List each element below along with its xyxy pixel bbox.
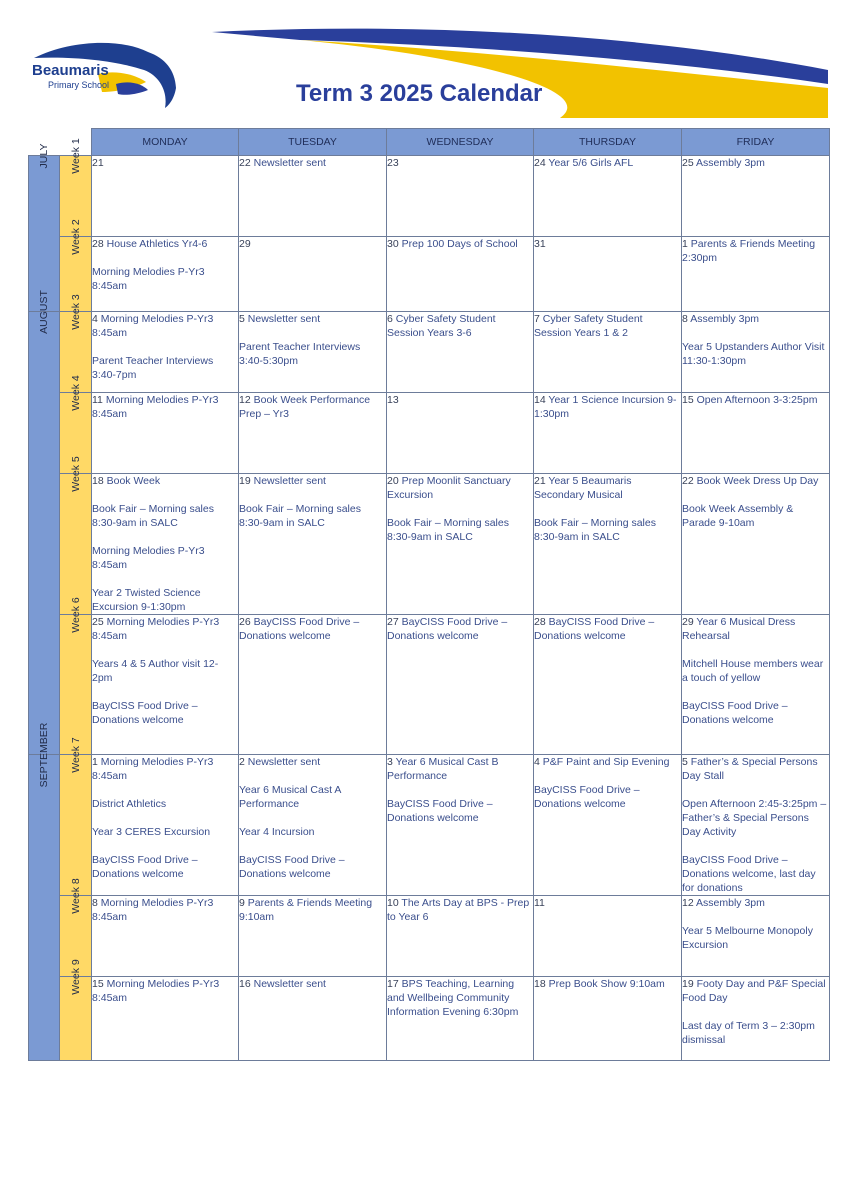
week-row bbox=[29, 474, 830, 615]
day-entry bbox=[387, 977, 533, 1019]
day-entry bbox=[387, 896, 533, 924]
day-header-friday: FRIDAY bbox=[682, 129, 830, 156]
day-entry bbox=[92, 896, 238, 924]
date-number: 6 bbox=[387, 313, 393, 325]
day-entry bbox=[92, 393, 238, 421]
date-number: 19 bbox=[682, 978, 694, 990]
event-text: Book Week bbox=[106, 475, 161, 487]
date-number: 26 bbox=[239, 616, 251, 628]
day-cell bbox=[534, 755, 682, 896]
day-entry bbox=[92, 474, 238, 488]
day-cell bbox=[387, 896, 534, 977]
day-entry bbox=[682, 393, 829, 407]
event-text: Cyber Safety Student Session Years 1 & 2 bbox=[534, 313, 643, 339]
date-number: 4 bbox=[534, 756, 540, 768]
date-number: 7 bbox=[534, 313, 540, 325]
day-cell bbox=[387, 156, 534, 237]
event-text: Assembly 3pm bbox=[696, 897, 765, 909]
event-text: Year 6 Musical Cast B Performance bbox=[387, 756, 499, 782]
date-number: 10 bbox=[387, 897, 399, 909]
event-text: Newsletter sent bbox=[253, 475, 326, 487]
day-entry bbox=[682, 615, 829, 643]
event-text: Morning Melodies P-Yr3 8:45am bbox=[92, 313, 214, 339]
day-cell bbox=[92, 615, 239, 755]
event-text: Morning Melodies P-Yr3 8:45am bbox=[92, 897, 214, 923]
event-text: Assembly 3pm bbox=[690, 313, 760, 325]
event-text: Year 5 Upstanders Author Visit 11:30-1:30pm bbox=[682, 341, 825, 367]
event-text: Prep Book Show 9:10am bbox=[548, 978, 665, 990]
day-cell bbox=[92, 977, 239, 1061]
week-row bbox=[29, 977, 830, 1061]
day-cell bbox=[239, 237, 387, 312]
day-cell bbox=[534, 896, 682, 977]
day-cell bbox=[239, 615, 387, 755]
event-text: Newsletter sent bbox=[247, 756, 321, 768]
event-text: P&F Paint and Sip Evening bbox=[542, 756, 670, 768]
day-cell bbox=[682, 474, 830, 615]
event-text: Assembly 3pm bbox=[696, 157, 765, 169]
day-cell bbox=[534, 977, 682, 1061]
event-text: Book Fair – Morning sales 8:30-9am in SALC bbox=[239, 503, 361, 529]
day-entry bbox=[387, 312, 533, 340]
event-text: BayCISS Food Drive – Donations welcome, last day for donations bbox=[682, 854, 816, 894]
day-cell bbox=[239, 312, 387, 393]
week-label: Week 2 bbox=[69, 219, 82, 255]
event-text: Footy Day and P&F Special Food Day bbox=[682, 978, 826, 1004]
page-title: Term 3 2025 Calendar bbox=[296, 80, 543, 107]
date-number: 21 bbox=[92, 157, 104, 169]
event-text: BayCISS Food Drive – Donations welcome bbox=[239, 616, 360, 642]
event-text: Last day of Term 3 – 2:30pm dismissal bbox=[682, 1020, 815, 1046]
week-row bbox=[29, 237, 830, 312]
event-text: Morning Melodies P-Yr3 8:45am bbox=[92, 394, 219, 420]
event-text: Year 5/6 Girls AFL bbox=[548, 157, 634, 169]
day-header-monday: MONDAY bbox=[92, 129, 239, 156]
event-text: BayCISS Food Drive – Donations welcome bbox=[387, 616, 508, 642]
date-number: 28 bbox=[92, 238, 104, 250]
date-number: 25 bbox=[92, 616, 104, 628]
day-cell bbox=[92, 312, 239, 393]
school-logo bbox=[20, 40, 185, 110]
week-label: Week 3 bbox=[69, 294, 82, 330]
date-number: 1 bbox=[92, 756, 98, 768]
day-cell bbox=[534, 474, 682, 615]
day-entry bbox=[534, 615, 681, 643]
day-header-wednesday: WEDNESDAY bbox=[387, 129, 534, 156]
event-text: BayCISS Food Drive – Donations welcome bbox=[682, 700, 788, 726]
date-number: 8 bbox=[682, 313, 688, 325]
day-cell bbox=[239, 896, 387, 977]
date-number: 15 bbox=[682, 394, 694, 406]
week-label: Week 6 bbox=[69, 597, 82, 633]
day-entry bbox=[239, 755, 386, 769]
day-cell bbox=[92, 755, 239, 896]
day-cell bbox=[682, 237, 830, 312]
month-label-cell bbox=[29, 722, 60, 1061]
date-number: 11 bbox=[92, 394, 103, 406]
week-row bbox=[29, 615, 830, 755]
event-text: Book Fair – Morning sales 8:30-9am in SALC bbox=[387, 517, 509, 543]
day-entry bbox=[239, 312, 386, 326]
week-label: Week 8 bbox=[69, 878, 82, 914]
logo-school-subtitle: Primary School bbox=[48, 80, 110, 90]
day-cell bbox=[387, 312, 534, 393]
date-number: 15 bbox=[92, 978, 104, 990]
week-row bbox=[29, 156, 830, 237]
day-entry bbox=[239, 896, 386, 924]
month-label-cell bbox=[29, 290, 60, 755]
event-text: Year 2 Twisted Science Excursion 9-1:30pm bbox=[92, 587, 201, 613]
date-number: 14 bbox=[534, 394, 546, 406]
event-text: Year 5 Melbourne Monopoly Excursion bbox=[682, 925, 813, 951]
week-row bbox=[29, 896, 830, 977]
day-entry bbox=[92, 615, 238, 643]
day-cell bbox=[92, 393, 239, 474]
week-label: Week 1 bbox=[69, 138, 82, 174]
day-cell bbox=[534, 312, 682, 393]
day-cell bbox=[387, 977, 534, 1061]
event-text: Year 4 Incursion bbox=[239, 826, 315, 838]
day-cell bbox=[387, 393, 534, 474]
date-number: 5 bbox=[239, 313, 245, 325]
day-entry bbox=[92, 156, 238, 170]
event-text: Mitchell House members wear a touch of yellow bbox=[682, 658, 824, 684]
date-number: 17 bbox=[387, 978, 399, 990]
date-number: 23 bbox=[387, 157, 399, 169]
week-label: Week 5 bbox=[69, 456, 82, 492]
event-text: BayCISS Food Drive – Donations welcome bbox=[92, 854, 198, 880]
day-entry bbox=[92, 312, 238, 340]
day-entry bbox=[387, 615, 533, 643]
week-label-cell bbox=[60, 737, 92, 896]
date-number: 13 bbox=[387, 394, 399, 406]
day-entry bbox=[534, 474, 681, 502]
day-entry bbox=[534, 977, 681, 991]
day-entry bbox=[534, 156, 681, 170]
date-number: 30 bbox=[387, 238, 399, 250]
event-text: Morning Melodies P-Yr3 8:45am bbox=[92, 756, 214, 782]
day-entry bbox=[682, 896, 829, 910]
date-number: 19 bbox=[239, 475, 251, 487]
event-text: Parent Teacher Interviews 3:40-5:30pm bbox=[239, 341, 361, 367]
day-entry bbox=[682, 755, 829, 783]
date-number: 20 bbox=[387, 475, 399, 487]
day-entry bbox=[387, 474, 533, 502]
event-text: Newsletter sent bbox=[253, 157, 326, 169]
date-number: 12 bbox=[682, 897, 694, 909]
date-number: 9 bbox=[239, 897, 245, 909]
date-number: 5 bbox=[682, 756, 688, 768]
day-cell bbox=[239, 156, 387, 237]
date-number: 18 bbox=[92, 475, 104, 487]
day-entry bbox=[92, 755, 238, 783]
event-text: Year 1 Science Incursion 9-1:30pm bbox=[534, 394, 677, 420]
day-cell bbox=[239, 977, 387, 1061]
date-number: 25 bbox=[682, 157, 694, 169]
day-entry bbox=[534, 237, 681, 251]
day-entry bbox=[682, 312, 829, 326]
day-cell bbox=[92, 237, 239, 312]
event-text: Morning Melodies P-Yr3 8:45am bbox=[92, 616, 220, 642]
event-text: Year 5 Beaumaris Secondary Musical bbox=[534, 475, 632, 501]
day-entry bbox=[534, 393, 681, 421]
event-text: Open Afternoon 2:45-3:25pm – Father’s & Special Persons Day Activity bbox=[682, 798, 827, 838]
day-cell bbox=[682, 312, 830, 393]
week-label-cell bbox=[60, 456, 92, 615]
day-header-tuesday: TUESDAY bbox=[239, 129, 387, 156]
event-text: Parent Teacher Interviews 3:40-7pm bbox=[92, 355, 214, 381]
day-entry bbox=[239, 393, 386, 421]
event-text: The Arts Day at BPS - Prep to Year 6 bbox=[387, 897, 530, 923]
date-number: 22 bbox=[239, 157, 251, 169]
day-entry bbox=[534, 896, 681, 910]
month-label: AUGUST bbox=[38, 290, 50, 334]
event-text: Book Week Dress Up Day bbox=[696, 475, 819, 487]
event-text: Parents & Friends Meeting 9:10am bbox=[239, 897, 373, 923]
event-text: Newsletter sent bbox=[253, 978, 326, 990]
date-number: 22 bbox=[682, 475, 694, 487]
day-cell bbox=[387, 474, 534, 615]
date-number: 11 bbox=[534, 897, 545, 909]
event-text: Year 6 Musical Dress Rehearsal bbox=[682, 616, 796, 642]
day-header-thursday: THURSDAY bbox=[534, 129, 682, 156]
event-text: Prep 100 Days of School bbox=[401, 238, 518, 250]
event-text: Open Afternoon 3-3:25pm bbox=[696, 394, 818, 406]
day-entry bbox=[682, 474, 829, 488]
day-cell bbox=[387, 237, 534, 312]
event-text: Year 6 Musical Cast A Performance bbox=[239, 784, 341, 810]
calendar-table bbox=[28, 128, 830, 1061]
day-cell bbox=[682, 896, 830, 977]
day-cell bbox=[92, 474, 239, 615]
day-cell bbox=[682, 615, 830, 755]
day-entry bbox=[387, 393, 533, 407]
day-cell bbox=[682, 393, 830, 474]
event-text: BayCISS Food Drive – Donations welcome bbox=[534, 616, 655, 642]
event-text: BayCISS Food Drive – Donations welcome bbox=[92, 700, 198, 726]
date-number: 2 bbox=[239, 756, 245, 768]
day-entry bbox=[534, 312, 681, 340]
day-entry bbox=[534, 755, 681, 769]
week-row bbox=[29, 393, 830, 474]
week-row bbox=[29, 312, 830, 393]
day-entry bbox=[92, 977, 238, 1005]
date-number: 27 bbox=[387, 616, 399, 628]
day-entry bbox=[387, 156, 533, 170]
month-label: SEPTEMBER bbox=[38, 722, 50, 788]
day-cell bbox=[387, 615, 534, 755]
event-text: Parents & Friends Meeting 2:30pm bbox=[682, 238, 816, 264]
day-entry bbox=[239, 156, 386, 170]
date-number: 28 bbox=[534, 616, 546, 628]
day-cell bbox=[92, 896, 239, 977]
week-row bbox=[29, 755, 830, 896]
event-text: Year 3 CERES Excursion bbox=[92, 826, 211, 838]
date-number: 1 bbox=[682, 238, 688, 250]
week-label-cell bbox=[60, 597, 92, 755]
date-number: 16 bbox=[239, 978, 251, 990]
event-text: District Athletics bbox=[92, 798, 167, 810]
day-cell bbox=[534, 156, 682, 237]
day-entry bbox=[239, 977, 386, 991]
event-text: Morning Melodies P-Yr3 8:45am bbox=[92, 545, 205, 571]
day-cell bbox=[534, 393, 682, 474]
event-text: Book Fair – Morning sales 8:30-9am in SALC bbox=[92, 503, 214, 529]
day-cell bbox=[682, 977, 830, 1061]
date-number: 8 bbox=[92, 897, 98, 909]
logo-school-name: Beaumaris bbox=[32, 62, 109, 79]
day-entry bbox=[682, 156, 829, 170]
date-number: 24 bbox=[534, 157, 546, 169]
date-number: 31 bbox=[534, 238, 546, 250]
day-entry bbox=[239, 615, 386, 643]
event-text: BayCISS Food Drive – Donations welcome bbox=[387, 798, 493, 824]
date-number: 4 bbox=[92, 313, 98, 325]
event-text: BayCISS Food Drive – Donations welcome bbox=[239, 854, 345, 880]
event-text: Newsletter sent bbox=[247, 313, 321, 325]
day-cell bbox=[682, 755, 830, 896]
event-text: Book Week Performance Prep – Yr3 bbox=[239, 394, 371, 420]
day-entry bbox=[239, 474, 386, 488]
event-text: Morning Melodies P-Yr3 8:45am bbox=[92, 266, 205, 292]
event-text: BayCISS Food Drive – Donations welcome bbox=[534, 784, 640, 810]
week-label: Week 4 bbox=[69, 375, 82, 411]
day-entry bbox=[92, 237, 238, 251]
week-label-cell bbox=[60, 959, 92, 1061]
day-cell bbox=[682, 156, 830, 237]
event-text: House Athletics Yr4-6 bbox=[106, 238, 208, 250]
event-text: Book Week Assembly & Parade 9-10am bbox=[682, 503, 794, 529]
day-cell bbox=[239, 393, 387, 474]
day-cell bbox=[239, 474, 387, 615]
week-label: Week 9 bbox=[69, 959, 82, 995]
event-text: Father’s & Special Persons Day Stall bbox=[682, 756, 818, 782]
day-cell bbox=[534, 237, 682, 312]
day-cell bbox=[387, 755, 534, 896]
date-number: 18 bbox=[534, 978, 546, 990]
day-cell bbox=[534, 615, 682, 755]
event-text: BPS Teaching, Learning and Wellbeing Community Information Evening 6:30pm bbox=[387, 978, 519, 1018]
date-number: 12 bbox=[239, 394, 251, 406]
date-number: 29 bbox=[239, 238, 251, 250]
day-cell bbox=[92, 156, 239, 237]
date-number: 29 bbox=[682, 616, 694, 628]
day-entry bbox=[387, 755, 533, 783]
week-label: Week 7 bbox=[69, 737, 82, 773]
day-entry bbox=[239, 237, 386, 251]
day-entry bbox=[387, 237, 533, 251]
event-text: Prep Moonlit Sanctuary Excursion bbox=[387, 475, 511, 501]
day-header-row bbox=[29, 129, 830, 156]
event-text: Morning Melodies P-Yr3 8:45am bbox=[92, 978, 220, 1004]
day-entry bbox=[682, 237, 829, 265]
date-number: 21 bbox=[534, 475, 546, 487]
day-cell bbox=[239, 755, 387, 896]
day-entry bbox=[682, 977, 829, 1005]
month-label-cell bbox=[29, 143, 60, 312]
event-text: Years 4 & 5 Author visit 12-2pm bbox=[92, 658, 219, 684]
event-text: Book Fair – Morning sales 8:30-9am in SALC bbox=[534, 517, 656, 543]
event-text: Cyber Safety Student Session Years 3-6 bbox=[387, 313, 496, 339]
month-label: JULY bbox=[38, 143, 50, 169]
date-number: 3 bbox=[387, 756, 393, 768]
